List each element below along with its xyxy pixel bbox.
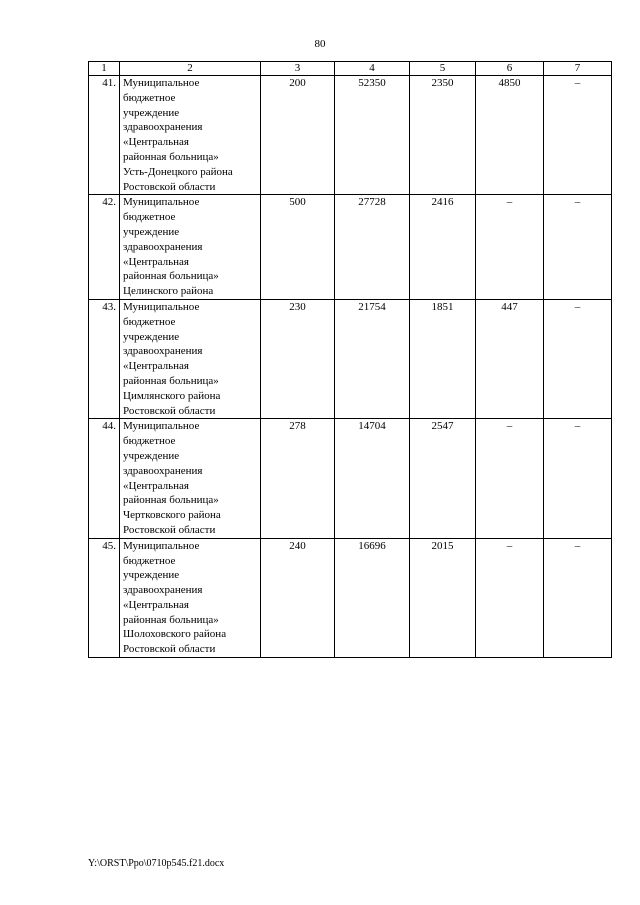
column-header: 7 (544, 62, 612, 76)
value-col-7: – (544, 195, 612, 300)
institution-name-line: здравоохранения (123, 584, 203, 597)
header-row (89, 62, 612, 76)
institution-name (120, 419, 261, 538)
value-col-4: 16696 (335, 538, 410, 657)
institution-name-line: районная больница» (123, 270, 219, 283)
data-table (88, 61, 612, 658)
value-col-3: 278 (261, 419, 335, 538)
institution-name-line: «Центральная (123, 598, 189, 611)
institution-name-line: Муниципальное (123, 420, 200, 433)
value-col-7: – (544, 419, 612, 538)
institution-name-line: здравоохранения (123, 345, 203, 358)
value-col-6: – (476, 419, 544, 538)
table-body (89, 76, 612, 658)
institution-name-line: бюджетное (123, 435, 176, 448)
institution-name (120, 299, 261, 418)
institution-name-line: Муниципальное (123, 539, 200, 552)
value-col-4: 27728 (335, 195, 410, 300)
row-number: 41. (89, 76, 120, 195)
institution-name-line: Ростовской области (123, 180, 216, 193)
value-col-6: 4850 (476, 76, 544, 195)
institution-name-line: «Центральная (123, 479, 189, 492)
institution-name-line: учреждение (123, 106, 180, 119)
institution-name-line: Чертковского района (123, 509, 221, 522)
value-col-7: – (544, 299, 612, 418)
column-header: 3 (261, 62, 335, 76)
institution-name-line: учреждение (123, 449, 180, 462)
value-col-6: – (476, 195, 544, 300)
column-header: 1 (89, 62, 120, 76)
value-col-3: 500 (261, 195, 335, 300)
institution-name-line: бюджетное (123, 211, 176, 224)
column-header: 6 (476, 62, 544, 76)
institution-name-line: Целинского района (123, 285, 214, 298)
institution-name-line: Усть-Донецкого района (123, 165, 233, 178)
institution-name (120, 538, 261, 657)
institution-name-line: «Центральная (123, 255, 189, 268)
value-col-5: 1851 (410, 299, 476, 418)
institution-name-line: бюджетное (123, 91, 176, 104)
value-col-7: – (544, 538, 612, 657)
page-number: 80 (314, 38, 326, 50)
institution-name-line: Ростовской области (123, 404, 216, 417)
column-header: 5 (410, 62, 476, 76)
row-number: 45. (89, 538, 120, 657)
institution-name-line: «Центральная (123, 136, 189, 149)
column-header: 2 (120, 62, 261, 76)
institution-name-line: здравоохранения (123, 464, 203, 477)
column-header: 4 (335, 62, 410, 76)
value-col-5: 2015 (410, 538, 476, 657)
institution-name-line: «Центральная (123, 360, 189, 373)
institution-name-line: районная больница» (123, 613, 219, 626)
value-col-7: – (544, 76, 612, 195)
institution-name-line: Муниципальное (123, 300, 200, 313)
institution-name (120, 195, 261, 300)
row-number: 43. (89, 299, 120, 418)
institution-name-line: бюджетное (123, 315, 176, 328)
table-row (89, 195, 612, 300)
row-number: 44. (89, 419, 120, 538)
institution-name-line: здравоохранения (123, 240, 203, 253)
institution-name-line: районная больница» (123, 150, 219, 163)
institution-name-line: здравоохранения (123, 121, 203, 134)
value-col-4: 14704 (335, 419, 410, 538)
value-col-4: 52350 (335, 76, 410, 195)
value-col-5: 2547 (410, 419, 476, 538)
value-col-6: – (476, 538, 544, 657)
institution-name-line: Ростовской области (123, 643, 216, 656)
institution-name-line: Цимлянского района (123, 389, 221, 402)
value-col-4: 21754 (335, 299, 410, 418)
institution-name (120, 76, 261, 195)
institution-name-line: районная больница» (123, 494, 219, 507)
value-col-5: 2350 (410, 76, 476, 195)
value-col-3: 240 (261, 538, 335, 657)
value-col-3: 200 (261, 76, 335, 195)
value-col-3: 230 (261, 299, 335, 418)
institution-name-line: районная больница» (123, 374, 219, 387)
institution-name-line: Муниципальное (123, 196, 200, 209)
institution-name-line: бюджетное (123, 554, 176, 567)
value-col-6: 447 (476, 299, 544, 418)
table-row (89, 419, 612, 538)
table-row (89, 299, 612, 418)
row-number: 42. (89, 195, 120, 300)
institution-name-line: учреждение (123, 569, 180, 582)
institution-name-line: Муниципальное (123, 77, 200, 89)
file-path: Y:\ORST\Ppo\0710p545.f21.docx (88, 858, 225, 869)
table-row (89, 76, 612, 195)
value-col-5: 2416 (410, 195, 476, 300)
institution-name-line: Шолоховского района (123, 628, 227, 641)
institution-name-line: учреждение (123, 225, 180, 238)
institution-name-line: учреждение (123, 330, 180, 343)
institution-name-line: Ростовской области (123, 523, 216, 536)
table-row (89, 538, 612, 657)
